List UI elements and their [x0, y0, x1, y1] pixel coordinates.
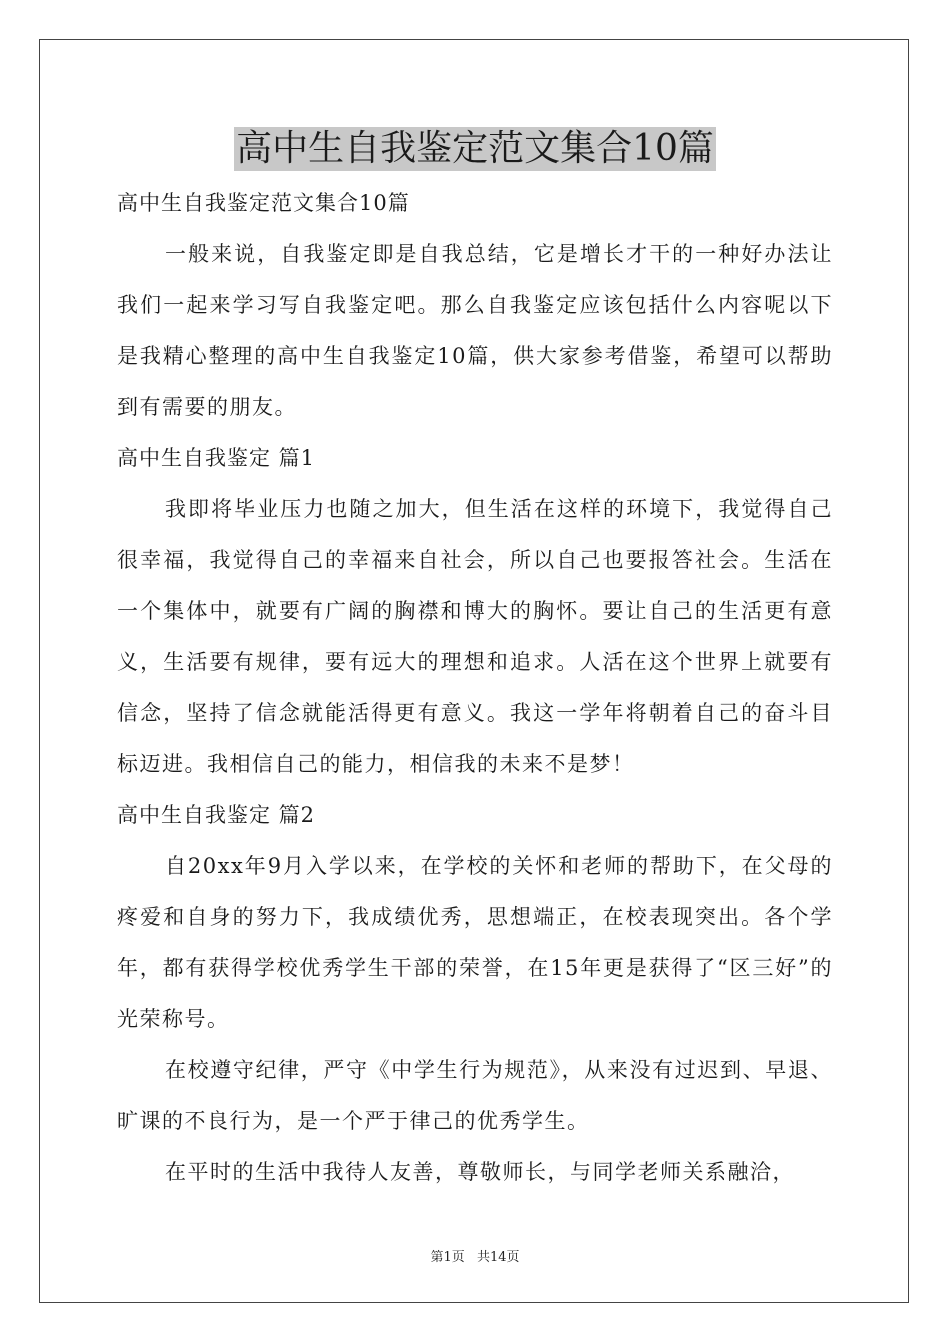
section-2-paragraph-2: 在校遵守纪律，严守《中学生行为规范》，从来没有过迟到、早退、旷课的不良行为，是一个严于律己的优秀学生。 [117, 1058, 833, 1133]
section-2-paragraph-3: 在平时的生活中我待人友善，尊敬师长，与同学老师关系融洽， [165, 1160, 795, 1184]
section-heading-2: 高中生自我鉴定 篇2 [117, 803, 316, 827]
page-footer [0, 1246, 950, 1265]
document-body [117, 178, 833, 1198]
page-number: 第1页 [430, 1250, 465, 1265]
title-container [0, 127, 950, 171]
page-total: 共14页 [476, 1250, 520, 1265]
section-2-paragraph-1: 自20xx年9月入学以来，在学校的关怀和老师的帮助下，在父母的疼爱和自身的努力下，我成绩优秀，思想端正，在校表现突出。各个学年，都有获得学校优秀学生干部的荣誉，在15年更是获得了“区三好”的光荣称号。 [117, 854, 833, 1031]
intro-paragraph: 一般来说，自我鉴定即是自我总结，它是增长才干的一种好办法让我们一起来学习写自我鉴定吧。那么自我鉴定应该包括什么内容呢以下是我精心整理的高中生自我鉴定10篇，供大家参考借鉴，希望可以帮助到有需要的朋友。 [117, 242, 833, 419]
section-1-paragraph: 我即将毕业压力也随之加大，但生活在这样的环境下，我觉得自己很幸福，我觉得自己的幸福来自社会，所以自己也要报答社会。生活在一个集体中，就要有广阔的胸襟和博大的胸怀。要让自己的生活更有意义，生活要有规律，要有远大的理想和追求。人活在这个世界上就要有信念，坚持了信念就能活得更有意义。我这一学年将朝着自己的奋斗目标迈进。我相信自己的能力，相信我的未来不是梦！ [117, 497, 833, 776]
document-subtitle: 高中生自我鉴定范文集合10篇 [117, 191, 410, 215]
document-title: 高中生自我鉴定范文集合10篇 [236, 128, 714, 169]
section-heading-1: 高中生自我鉴定 篇1 [117, 446, 316, 470]
